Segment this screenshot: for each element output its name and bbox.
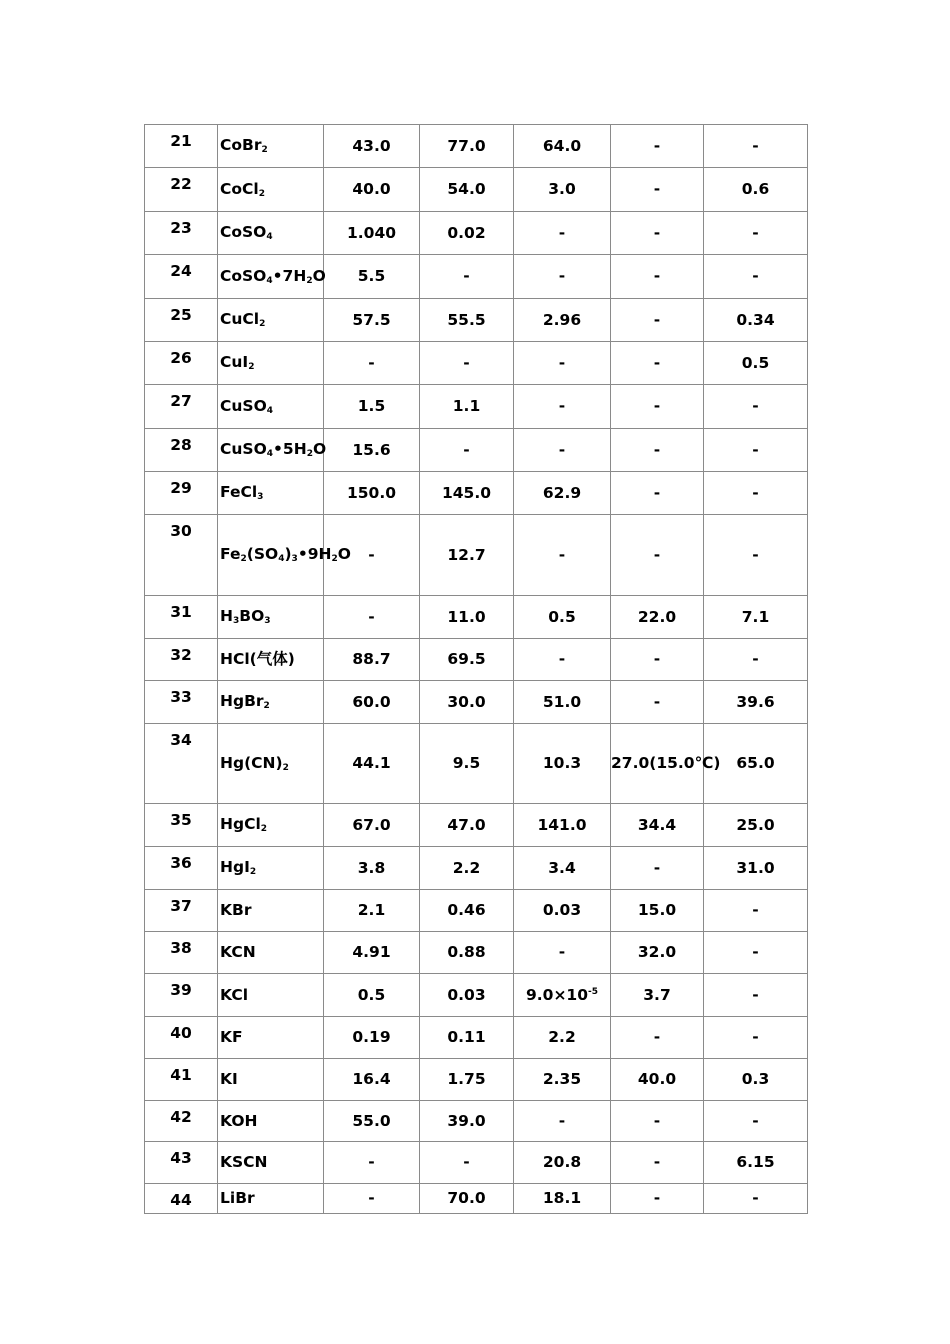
- solubility-value-cell: 62.9: [514, 472, 611, 515]
- solubility-value-cell: 27.0(15.0℃): [611, 724, 704, 804]
- solubility-value-cell: 10.3: [514, 724, 611, 804]
- solubility-value-cell: 57.5: [324, 299, 420, 342]
- solubility-value-cell: -: [514, 342, 611, 385]
- compound-cell: KI: [218, 1059, 324, 1101]
- row-number-cell: 22: [145, 168, 218, 212]
- solubility-value-cell: 43.0: [324, 125, 420, 168]
- solubility-value-cell: 39.6: [704, 681, 808, 724]
- solubility-value-cell: -: [704, 639, 808, 681]
- table-row: [145, 974, 808, 1017]
- solubility-value-cell: 4.91: [324, 932, 420, 974]
- solubility-value-cell: -: [420, 429, 514, 472]
- compound-cell: KSCN: [218, 1142, 324, 1184]
- solubility-value-cell: -: [611, 125, 704, 168]
- solubility-value-cell: 2.2: [514, 1017, 611, 1059]
- solubility-value-cell: 39.0: [420, 1101, 514, 1142]
- solubility-value-cell: 1.75: [420, 1059, 514, 1101]
- table-row: [145, 596, 808, 639]
- solubility-value-cell: $9.0\times 10^{-5}$: [514, 974, 611, 1017]
- table-row: [145, 804, 808, 847]
- table-row: [145, 429, 808, 472]
- solubility-value-cell: 12.7: [420, 515, 514, 596]
- solubility-value-cell: -: [514, 385, 611, 429]
- solubility-value-cell: 22.0: [611, 596, 704, 639]
- table-row: [145, 385, 808, 429]
- row-number-cell: 23: [145, 212, 218, 255]
- solubility-value-cell: -: [611, 429, 704, 472]
- solubility-value-cell: 2.1: [324, 890, 420, 932]
- compound-cell: KOH: [218, 1101, 324, 1142]
- row-number-cell: 34: [145, 724, 218, 804]
- compound-cell: $Fe_2(SO_4)_3•9H_2O$: [218, 515, 324, 596]
- table-row: [145, 1059, 808, 1101]
- row-number-cell: 30: [145, 515, 218, 596]
- solubility-value-cell: 32.0: [611, 932, 704, 974]
- solubility-value-cell: 0.5: [514, 596, 611, 639]
- solubility-value-cell: 3.8: [324, 847, 420, 890]
- solubility-value-cell: -: [611, 472, 704, 515]
- table-row: [145, 125, 808, 168]
- solubility-value-cell: -: [611, 1017, 704, 1059]
- solubility-value-cell: -: [704, 429, 808, 472]
- solubility-value-cell: 55.0: [324, 1101, 420, 1142]
- compound-cell: CuCl$_2$: [218, 299, 324, 342]
- solubility-value-cell: 67.0: [324, 804, 420, 847]
- table-body: [145, 125, 808, 1214]
- solubility-value-cell: 0.6: [704, 168, 808, 212]
- solubility-value-cell: 3.0: [514, 168, 611, 212]
- solubility-value-cell: 0.5: [704, 342, 808, 385]
- compound-cell: CuI$_2$: [218, 342, 324, 385]
- solubility-value-cell: 9.5: [420, 724, 514, 804]
- solubility-value-cell: -: [611, 515, 704, 596]
- row-number-cell: 32: [145, 639, 218, 681]
- solubility-value-cell: 16.4: [324, 1059, 420, 1101]
- compound-cell: LiBr: [218, 1184, 324, 1214]
- table-row: [145, 168, 808, 212]
- table-row: [145, 890, 808, 932]
- solubility-value-cell: 34.4: [611, 804, 704, 847]
- solubility-value-cell: 51.0: [514, 681, 611, 724]
- solubility-value-cell: -: [611, 1142, 704, 1184]
- solubility-value-cell: 54.0: [420, 168, 514, 212]
- table-row: [145, 1101, 808, 1142]
- table-row: [145, 724, 808, 804]
- row-number-cell: 25: [145, 299, 218, 342]
- solubility-value-cell: -: [324, 1142, 420, 1184]
- solubility-value-cell: -: [324, 596, 420, 639]
- solubility-value-cell: -: [324, 1184, 420, 1214]
- solubility-value-cell: 0.34: [704, 299, 808, 342]
- solubility-value-cell: -: [611, 168, 704, 212]
- solubility-value-cell: -: [704, 1101, 808, 1142]
- solubility-value-cell: 0.3: [704, 1059, 808, 1101]
- solubility-value-cell: 88.7: [324, 639, 420, 681]
- solubility-value-cell: 31.0: [704, 847, 808, 890]
- compound-cell: KF: [218, 1017, 324, 1059]
- solubility-value-cell: -: [704, 1184, 808, 1214]
- solubility-value-cell: 2.35: [514, 1059, 611, 1101]
- solubility-value-cell: 1.040: [324, 212, 420, 255]
- solubility-value-cell: -: [704, 515, 808, 596]
- solubility-value-cell: -: [420, 1142, 514, 1184]
- solubility-value-cell: -: [611, 299, 704, 342]
- table-row: [145, 1142, 808, 1184]
- solubility-value-cell: -: [420, 342, 514, 385]
- table-row: [145, 1017, 808, 1059]
- solubility-value-cell: 0.5: [324, 974, 420, 1017]
- solubility-value-cell: -: [704, 1017, 808, 1059]
- solubility-value-cell: 65.0: [704, 724, 808, 804]
- row-number-cell: 40: [145, 1017, 218, 1059]
- solubility-value-cell: 55.5: [420, 299, 514, 342]
- row-number-cell: 43: [145, 1142, 218, 1184]
- solubility-value-cell: -: [324, 515, 420, 596]
- solubility-value-cell: -: [704, 255, 808, 299]
- row-number-cell: 44: [145, 1184, 218, 1214]
- table-row: [145, 255, 808, 299]
- solubility-value-cell: -: [611, 1184, 704, 1214]
- solubility-value-cell: 7.1: [704, 596, 808, 639]
- row-number-cell: 28: [145, 429, 218, 472]
- solubility-value-cell: 25.0: [704, 804, 808, 847]
- solubility-value-cell: 60.0: [324, 681, 420, 724]
- solubility-value-cell: 145.0: [420, 472, 514, 515]
- solubility-value-cell: 20.8: [514, 1142, 611, 1184]
- solubility-value-cell: -: [611, 212, 704, 255]
- solubility-value-cell: -: [704, 385, 808, 429]
- solubility-value-cell: 150.0: [324, 472, 420, 515]
- row-number-cell: 29: [145, 472, 218, 515]
- solubility-value-cell: 1.1: [420, 385, 514, 429]
- solubility-value-cell: -: [514, 515, 611, 596]
- solubility-value-cell: 5.5: [324, 255, 420, 299]
- compound-cell: $Hg(CN)_2$: [218, 724, 324, 804]
- solubility-value-cell: -: [611, 639, 704, 681]
- table-row: [145, 639, 808, 681]
- compound-cell: CuSO$_4$: [218, 385, 324, 429]
- table-row: [145, 472, 808, 515]
- solubility-value-cell: 141.0: [514, 804, 611, 847]
- compound-cell: CoSO$_4$: [218, 212, 324, 255]
- solubility-value-cell: -: [324, 342, 420, 385]
- solubility-value-cell: -: [611, 847, 704, 890]
- solubility-value-cell: 0.03: [420, 974, 514, 1017]
- compound-cell: HgBr$_2$: [218, 681, 324, 724]
- solubility-value-cell: 11.0: [420, 596, 514, 639]
- table-row: [145, 681, 808, 724]
- row-number-cell: 26: [145, 342, 218, 385]
- row-number-cell: 21: [145, 125, 218, 168]
- table-row: [145, 847, 808, 890]
- table-row: [145, 515, 808, 596]
- solubility-value-cell: -: [514, 1101, 611, 1142]
- solubility-value-cell: -: [514, 639, 611, 681]
- compound-cell: HCl(气体): [218, 639, 324, 681]
- solubility-value-cell: 15.0: [611, 890, 704, 932]
- compound-cell: CoCl$_2$: [218, 168, 324, 212]
- solubility-value-cell: -: [704, 932, 808, 974]
- solubility-value-cell: 6.15: [704, 1142, 808, 1184]
- compound-cell: $H_3BO_3$: [218, 596, 324, 639]
- solubility-value-cell: 0.46: [420, 890, 514, 932]
- solubility-value-cell: -: [514, 429, 611, 472]
- solubility-value-cell: 70.0: [420, 1184, 514, 1214]
- compound-cell: KCl: [218, 974, 324, 1017]
- solubility-table: [144, 124, 808, 1214]
- row-number-cell: 39: [145, 974, 218, 1017]
- row-number-cell: 24: [145, 255, 218, 299]
- compound-cell: $CoSO_4•7H_2O$: [218, 255, 324, 299]
- solubility-value-cell: 69.5: [420, 639, 514, 681]
- solubility-value-cell: -: [704, 890, 808, 932]
- solubility-value-cell: -: [514, 255, 611, 299]
- compound-cell: FeCl$_3$: [218, 472, 324, 515]
- compound-cell: $CuSO_4•5H_2O$: [218, 429, 324, 472]
- row-number-cell: 37: [145, 890, 218, 932]
- solubility-value-cell: -: [611, 681, 704, 724]
- solubility-value-cell: 2.96: [514, 299, 611, 342]
- solubility-value-cell: -: [611, 255, 704, 299]
- solubility-value-cell: -: [514, 932, 611, 974]
- compound-cell: HgCl$_2$: [218, 804, 324, 847]
- solubility-value-cell: -: [420, 255, 514, 299]
- row-number-cell: 31: [145, 596, 218, 639]
- solubility-value-cell: 0.19: [324, 1017, 420, 1059]
- solubility-value-cell: 0.11: [420, 1017, 514, 1059]
- solubility-value-cell: -: [514, 212, 611, 255]
- solubility-value-cell: 2.2: [420, 847, 514, 890]
- table-row: [145, 212, 808, 255]
- solubility-value-cell: 0.03: [514, 890, 611, 932]
- solubility-value-cell: 0.88: [420, 932, 514, 974]
- table-row: [145, 1184, 808, 1214]
- compound-cell: CoBr$_2$: [218, 125, 324, 168]
- table-row: [145, 342, 808, 385]
- solubility-value-cell: 40.0: [324, 168, 420, 212]
- solubility-value-cell: 15.6: [324, 429, 420, 472]
- solubility-value-cell: 64.0: [514, 125, 611, 168]
- solubility-value-cell: -: [704, 472, 808, 515]
- table-row: [145, 932, 808, 974]
- solubility-value-cell: -: [611, 342, 704, 385]
- solubility-value-cell: -: [704, 125, 808, 168]
- solubility-value-cell: 0.02: [420, 212, 514, 255]
- row-number-cell: 41: [145, 1059, 218, 1101]
- solubility-value-cell: -: [704, 212, 808, 255]
- solubility-value-cell: 3.4: [514, 847, 611, 890]
- row-number-cell: 33: [145, 681, 218, 724]
- solubility-value-cell: 77.0: [420, 125, 514, 168]
- compound-cell: KBr: [218, 890, 324, 932]
- solubility-value-cell: 40.0: [611, 1059, 704, 1101]
- row-number-cell: 35: [145, 804, 218, 847]
- solubility-value-cell: 44.1: [324, 724, 420, 804]
- compound-cell: HgI$_2$: [218, 847, 324, 890]
- solubility-value-cell: -: [704, 974, 808, 1017]
- solubility-value-cell: 3.7: [611, 974, 704, 1017]
- solubility-value-cell: 47.0: [420, 804, 514, 847]
- solubility-value-cell: 1.5: [324, 385, 420, 429]
- solubility-value-cell: 30.0: [420, 681, 514, 724]
- compound-cell: KCN: [218, 932, 324, 974]
- row-number-cell: 42: [145, 1101, 218, 1142]
- row-number-cell: 27: [145, 385, 218, 429]
- table-row: [145, 299, 808, 342]
- solubility-value-cell: 18.1: [514, 1184, 611, 1214]
- row-number-cell: 38: [145, 932, 218, 974]
- solubility-value-cell: -: [611, 1101, 704, 1142]
- row-number-cell: 36: [145, 847, 218, 890]
- solubility-value-cell: -: [611, 385, 704, 429]
